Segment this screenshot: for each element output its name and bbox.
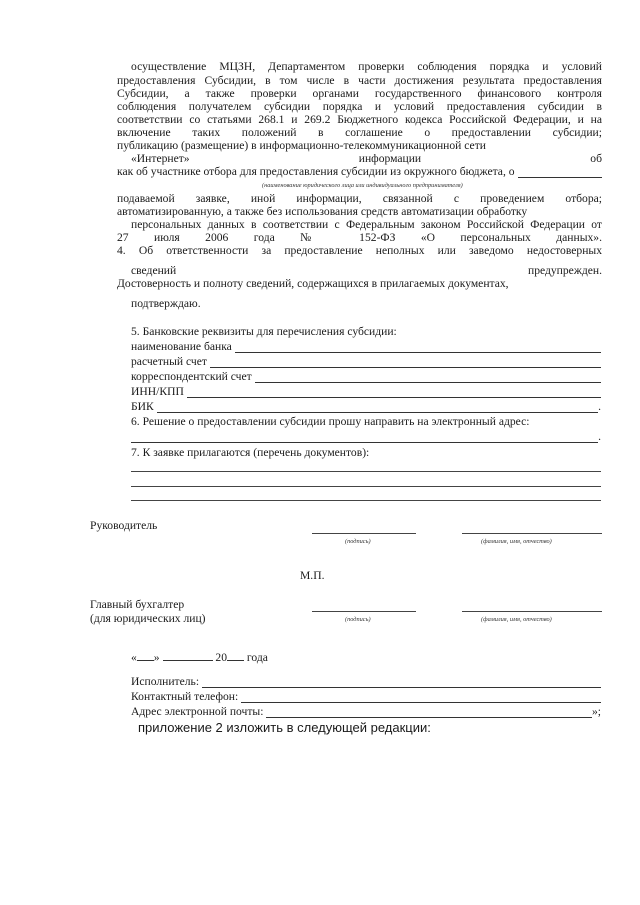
para-line: подаваемой заявке, иной информации, связанной с проведением отбора;	[117, 192, 602, 205]
decision-email-row	[131, 430, 601, 443]
para-line: соответствии со статьями 268.1 и 269.2 Бюджетного кодекса Российской Федерации, и на	[117, 113, 602, 126]
date-line: « » 20 года	[131, 651, 268, 664]
executor-field[interactable]	[202, 676, 601, 688]
settlement-account-field[interactable]	[210, 356, 601, 368]
accountant-fullname-field[interactable]	[462, 611, 602, 612]
date-year-field[interactable]	[227, 650, 244, 661]
internet-info-label: как об участнике отбора для предоставления субсидии из окружного бюджета, о	[117, 165, 515, 178]
para-line: осуществление МЦЗН, Департаментом проверки соблюдения порядка и условий	[131, 60, 602, 73]
head-signature-label: Руководитель	[90, 519, 158, 532]
executor-label: Исполнитель:	[131, 675, 200, 688]
para-line: предоставления Субсидии, в том числе в части достижения результата предоставления	[117, 74, 602, 87]
email-end-mark: »;	[591, 705, 601, 718]
settlement-account-label: расчетный счет	[131, 355, 207, 368]
correspondent-account-field[interactable]	[255, 371, 601, 383]
bank-details-heading: 5. Банковские реквизиты для перечисления субсидии:	[131, 325, 397, 338]
head-fullname-field[interactable]	[462, 533, 602, 534]
accountant-signature-caption: (подпись)	[345, 616, 371, 623]
chief-accountant-label: Главный бухгалтер	[90, 598, 185, 611]
date-month-field[interactable]	[163, 650, 213, 661]
para-line: персональных данных в соответствии с Федеральным законом Российской Федерации от	[131, 218, 602, 231]
bank-name-field[interactable]	[235, 341, 601, 353]
para-line: публикацию (размещение) в информационно-телекоммуникационной сети	[117, 139, 486, 152]
executor-row	[131, 675, 601, 688]
para-line: «Интернет» информации об	[131, 152, 602, 165]
bik-field[interactable]	[157, 401, 598, 413]
email-field[interactable]	[266, 706, 592, 718]
inn-kpp-row	[131, 385, 601, 398]
head-fullname-caption: (фамилия, имя, отчество)	[481, 538, 552, 545]
applicant-name-field[interactable]	[518, 166, 602, 178]
accountant-signature-field[interactable]	[312, 611, 416, 612]
bik-end-mark: .	[598, 400, 601, 413]
head-signature-caption: (подпись)	[345, 538, 371, 545]
para-line: подтверждаю.	[131, 297, 201, 310]
para-line: Достоверность и полноту сведений, содержащихся в прилагаемых документах,	[117, 277, 509, 290]
phone-row	[131, 690, 601, 703]
bik-row	[131, 400, 601, 413]
para-line: включение таких положений в соглашение о предоставлении субсидии;	[117, 126, 602, 139]
para-line: соблюдения получателем субсидии порядка и условий предоставления субсидии в	[117, 100, 602, 113]
decision-email-heading: 6. Решение о предоставлении субсидии прошу направить на электронный адрес:	[131, 415, 530, 428]
attachment-line[interactable]	[131, 500, 601, 501]
correspondent-account-row	[131, 370, 601, 383]
internet-info-row	[117, 165, 602, 178]
bank-name-row	[131, 340, 601, 353]
attachment-line[interactable]	[131, 486, 601, 487]
bank-name-label: наименование банка	[131, 340, 232, 353]
attachment-line[interactable]	[131, 471, 601, 472]
email-label: Адрес электронной почты:	[131, 705, 264, 718]
inn-kpp-label: ИНН/КПП	[131, 385, 184, 398]
applicant-name-caption: (наименование юридического лица или индивидуального предпринимателя)	[262, 182, 463, 189]
chief-accountant-note: (для юридических лиц)	[90, 612, 206, 625]
appendix-instruction: приложение 2 изложить в следующей редакции:	[138, 720, 431, 735]
correspondent-account-label: корреспондентский счет	[131, 370, 252, 383]
inn-kpp-field[interactable]	[187, 386, 601, 398]
phone-label: Контактный телефон:	[131, 690, 239, 703]
decision-email-field[interactable]	[131, 431, 598, 443]
para-line: 4. Об ответственности за предоставление неполных или заведомо недостоверных	[117, 244, 602, 257]
accountant-fullname-caption: (фамилия, имя, отчество)	[481, 616, 552, 623]
date-day-field[interactable]	[137, 650, 154, 661]
stamp-place: М.П.	[300, 569, 325, 582]
decision-email-end-mark: .	[598, 430, 601, 443]
para-line: автоматизированную, а также без использования средств автоматизации обработку	[117, 205, 528, 218]
para-line: Субсидии, а также проверки органами государственного финансового контроля	[117, 87, 602, 100]
bik-label: БИК	[131, 400, 154, 413]
para-line: 27 июля 2006 года № 152-ФЗ «О персональных данных».	[117, 231, 602, 244]
settlement-account-row	[131, 355, 601, 368]
head-signature-field[interactable]	[312, 533, 416, 534]
phone-field[interactable]	[241, 691, 601, 703]
para-line: сведений предупрежден.	[131, 264, 602, 277]
attachments-heading: 7. К заявке прилагаются (перечень документов):	[131, 446, 370, 459]
email-row	[131, 705, 601, 718]
